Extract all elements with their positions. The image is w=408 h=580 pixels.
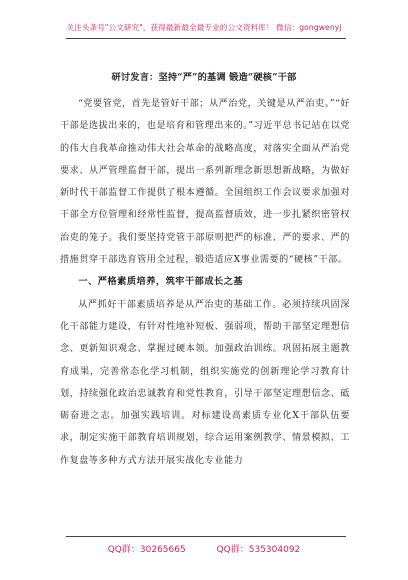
footer-qq-group-1: QQ群：30265665 <box>107 545 186 555</box>
document-body <box>60 93 350 472</box>
header-divider <box>66 38 346 39</box>
header-banner: 关注头条号"公文研究"，获得最新最全最专业的公文资料库！ 微信：gongwenyj <box>66 23 342 32</box>
document-title: 研讨发言：坚持“严”的基调 锻造“硬核”干部 <box>111 72 297 83</box>
footer <box>0 542 408 555</box>
intro-paragraph: “党要管党，首先是管好干部；从严治党，关键是从严治吏。”“好干部是选拔出来的，也是培育和管理出来的。”习近平总书记站在以党的伟大自我革命推动伟大社会革命的战略高度，对落实全面从严治党要求、从严管理监督干部，提出一系列新理念新思想新战略，为做好新时代干部监督工作提供了根本遵循。全国组织工作会议要求加强对干部全方位管理和经常性监督，提高监督质效，进一步扎紧织密管权治吏的笼子。我们要坚持党管干部原则把严的标准、严的要求、严的措施贯穿干部选育管用全过程，锻造适应X事业需要的“硬核”干部。 <box>60 99 350 266</box>
footer-qq-group-2: QQ群：535304092 <box>216 545 301 555</box>
footer-divider <box>66 536 346 537</box>
section-paragraph: 从严抓好干部素质培养是从严治吏的基础工作。必须持续巩固深化干部能力建设，有针对性地补短板、强弱项，帮助干部坚定理想信念、更新知识观念、掌握过硬本领。加强政治训练。巩固拓展主题教育成果，完善常态化学习机制，组织实施党的创新理论学习教育计划，持续强化政治忠诚教育和党性教育，引导干部坚定理想信念、砥砺奋进之志。加强实践培训。对标建设高素质专业化X干部队伍要求，制定实施干部教育培训规划，综合运用案例教学、情景模拟、工作复盘等多种方式方法开展实战化专业能力 <box>60 299 350 466</box>
section-heading: 一、严格素质培养，筑牢干部成长之基 <box>78 276 244 288</box>
